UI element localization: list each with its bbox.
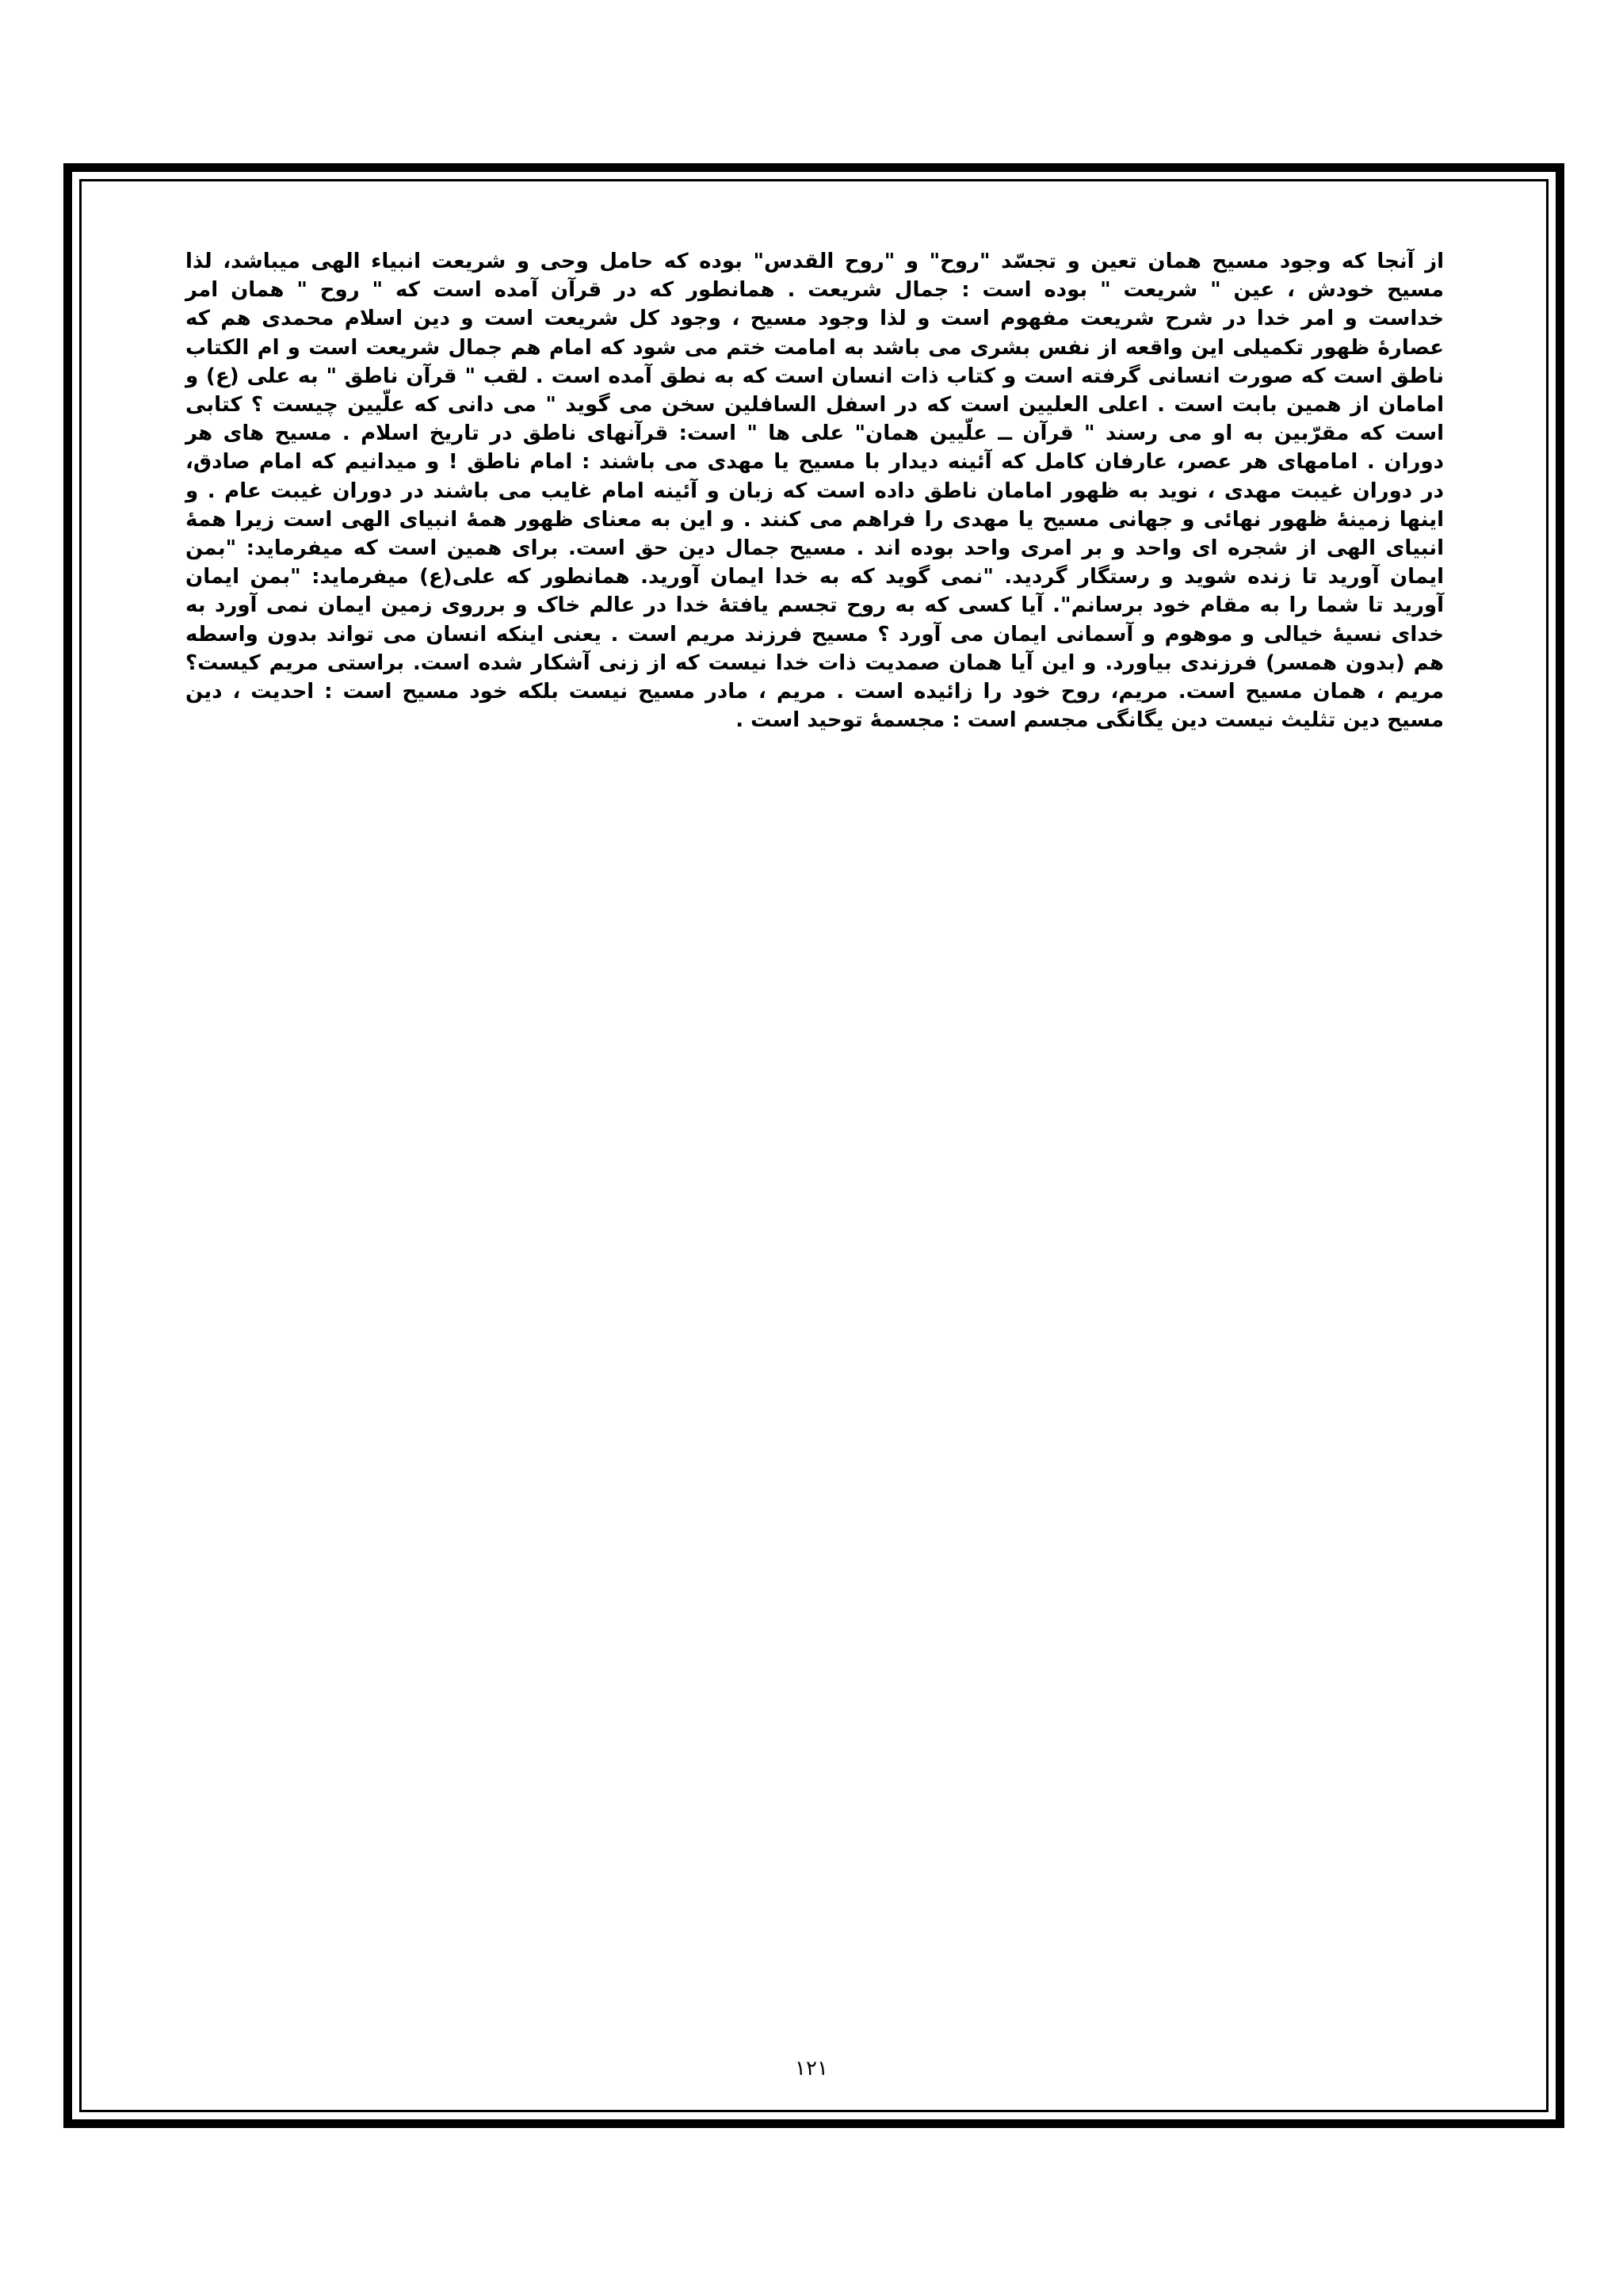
text-line-last: مسیح دین تثلیث نیست دین یگانگی مجسم است : مجسمهٔ توحید است .: [735, 708, 1444, 733]
text-line: هم (بدون همسر) فرزندی بیاورد. و این آیا همان صمدیت ذات خدا نیست که از زنی آشکار شده است. براستی مریم کیست؟: [185, 650, 1444, 675]
text-line: انبیای الهی از شجره ای واحد و بر امری واحد بوده اند . مسیح جمال دین حق است. برای همین است که میفرماید: "بمن: [185, 536, 1444, 561]
text-line: دوران . امامهای هر عصر، عارفان کامل که آئینه دیدار با مسیح یا مهدی می باشند : امام ناطق ! و میدانیم که امام صادق،: [185, 450, 1444, 475]
text-line: خداست و امر خدا در شرح شریعت مفهوم است و لذا وجود مسیح ، وجود کل شریعت است و دین اسلام محمدی هم که: [185, 307, 1444, 331]
text-line: آورید تا شما را به مقام خود برسانم". آیا کسی که به روح تجسم یافتهٔ خدا در عالم خاک و برروی زمین ایمان نمی آورد به: [185, 593, 1444, 618]
page-number: ۱۲۱: [795, 2057, 828, 2081]
text-line: مسیح خودش ، عین " شریعت " بوده است : جمال شریعت . همانطور که در قرآن آمده است که " روح " همان امر: [185, 278, 1444, 303]
text-line: خدای نسیهٔ خیالی و موهوم و آسمانی ایمان می آورد ؟ مسیح فرزند مریم است . یعنی اینکه انسان می تواند بدون واسطه: [185, 622, 1444, 646]
text-line: عصارهٔ ظهور تکمیلی این واقعه از نفس بشری می باشد به امامت ختم می شود که امام هم جمال شریعت است و ام الکتاب: [185, 335, 1444, 360]
text-line: ناطق است که صورت انسانی گرفته است و کتاب ذات انسان است که به نطق آمده است . لقب " قرآن ناطق " به علی (ع) و: [185, 364, 1444, 388]
text-line: از آنجا که وجود مسیح همان تعین و تجسّد "روح" و "روح القدس" بوده که حامل وحی و شریعت انبیاء الهی میباشد، لذا: [185, 250, 1444, 273]
text-line: است که مقرّبین به او می رسند " قرآن ــ علّیین همان" علی ها " است: قرآنهای ناطق در تاریخ اسلام . مسیح های هر: [185, 421, 1444, 446]
text-line: ایمان آورید تا زنده شوید و رستگار گردید. "نمی گوید که به خدا ایمان آورید. همانطور که علی(ع) میفرماید: "بمن ایمان: [185, 565, 1444, 589]
page-body: [185, 247, 1444, 734]
text-line: مریم ، همان مسیح است. مریم، روح خود را زائیده است . مریم ، مادر مسیح نیست بلکه خود مسیح است : احدیت ، دین: [185, 680, 1444, 704]
text-line: اینها زمینهٔ ظهور نهائی و جهانی مسیح یا مهدی را فراهم می کنند . و این به معنای ظهور همهٔ انبیای الهی است زیرا همهٔ: [185, 507, 1444, 532]
body-paragraph: [185, 247, 1444, 734]
text-line: در دوران غیبت مهدی ، نوید به ظهور امامان ناطق داده است که زبان و آئینه امام غایب می باشند در دوران غیبت عام . و: [185, 479, 1444, 503]
text-line: امامان از همین بابت است . اعلی العلیین است که در اسفل السافلین سخن می گوید " می دانی که علّیین چیست ؟ کتابی: [185, 393, 1444, 418]
